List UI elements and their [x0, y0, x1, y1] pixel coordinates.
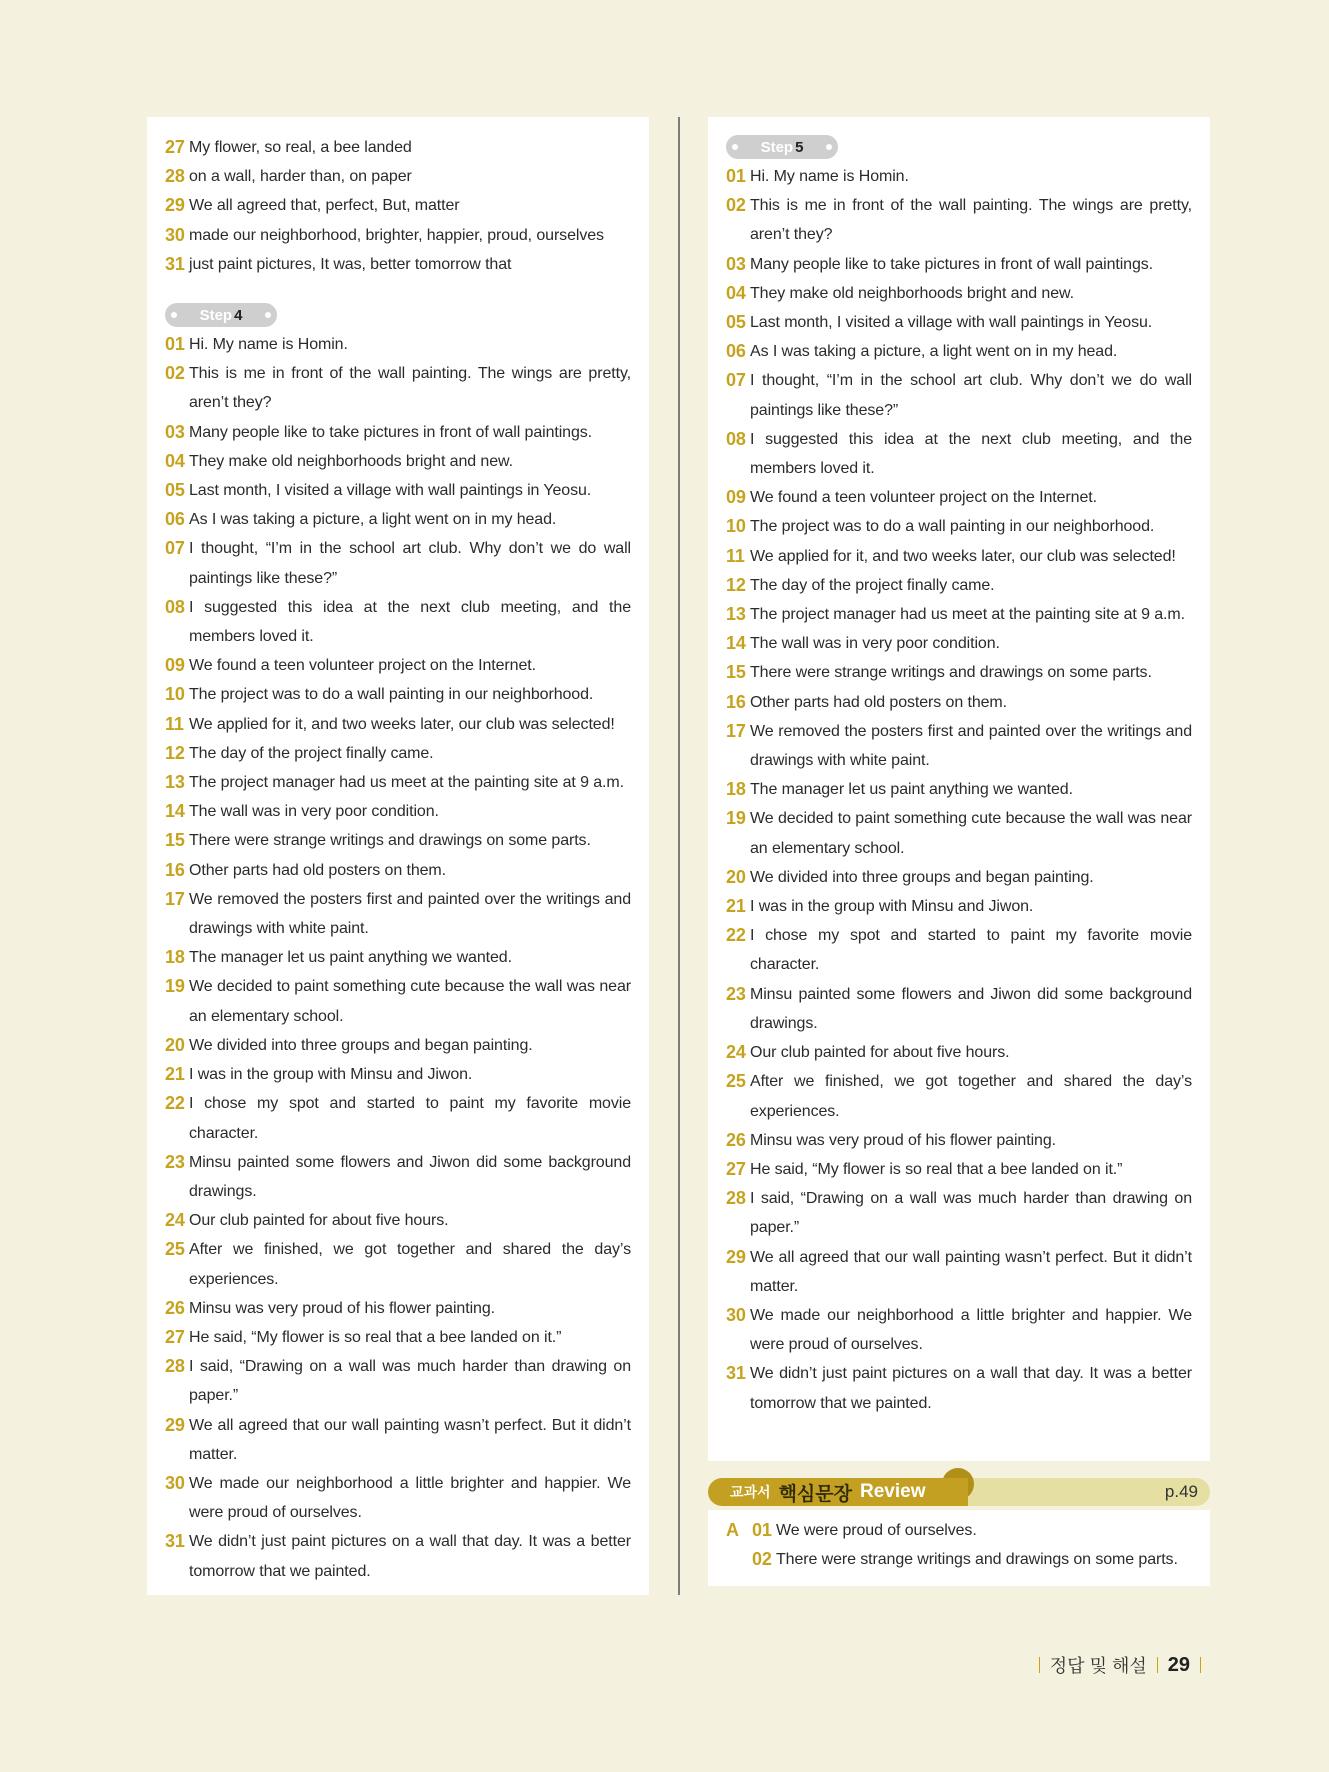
sentence-number: 31 [165, 253, 185, 274]
sentence-text: This is me in front of the wall painting. The wings are pretty, aren’t they? [750, 197, 1192, 244]
sentence-row [726, 1038, 1192, 1067]
sentence-number: 20 [726, 866, 746, 887]
left-top-answer-list [165, 133, 631, 279]
sentence-text: I suggested this idea at the next club meeting, and the members loved it. [750, 430, 1192, 478]
sentence-row [165, 1235, 631, 1293]
sentence-text: We removed the posters first and painted over the writings and drawings with white paint. [189, 890, 631, 938]
sentence-text: Minsu was very proud of his flower painting. [750, 1131, 1056, 1149]
sentence-text: I chose my spot and started to paint my favorite movie character. [750, 927, 1192, 974]
footer-separator [1039, 1657, 1040, 1673]
right-column [708, 117, 1210, 1461]
sentence-number: 16 [726, 691, 746, 712]
sentence-text: We removed the posters first and painted over the writings and drawings with white paint. [750, 722, 1192, 770]
sentence-text: made our neighborhood, brighter, happier, proud, ourselves [189, 226, 604, 244]
sentence-text: We all agreed that, perfect, But, matter [189, 197, 460, 215]
step-4-badge [165, 303, 277, 327]
sentence-text: We applied for it, and two weeks later, our club was selected! [750, 547, 1176, 565]
sentence-row [165, 221, 631, 250]
sentence-text: As I was taking a picture, a light went on in my head. [189, 511, 557, 529]
sentence-row [165, 593, 631, 651]
review-answer-list [726, 1516, 1192, 1574]
sentence-text: The project was to do a wall painting in our neighborhood. [750, 518, 1155, 536]
sentence-number: 17 [165, 888, 185, 909]
sentence-number: 20 [165, 1034, 185, 1055]
sentence-row [726, 600, 1192, 629]
sentence-text: We divided into three groups and began painting. [750, 868, 1094, 886]
sentence-row [726, 1184, 1192, 1242]
sentence-number: 30 [165, 1472, 185, 1493]
sentence-number: 18 [726, 779, 746, 800]
sentence-number: 23 [726, 983, 746, 1004]
sentence-text: After we finished, we got together and shared the day’s experiences. [189, 1241, 631, 1288]
review-header-bar [708, 1476, 1210, 1506]
sentence-number: 06 [726, 341, 746, 362]
sentence-text: Many people like to take pictures in front of wall paintings. [750, 255, 1154, 273]
sentence-row [165, 534, 631, 592]
sentence-row [165, 1206, 631, 1235]
sentence-text: There were strange writings and drawings on some parts. [750, 664, 1152, 682]
sentence-number: 14 [165, 801, 185, 822]
review-page-ref: p.49 [1164, 1482, 1198, 1501]
sentence-row [165, 250, 631, 279]
step-4-number: 4 [234, 306, 243, 324]
sentence-text: Last month, I visited a village with wall paintings in Yeosu. [750, 314, 1153, 332]
sentence-text: Minsu painted some flowers and Jiwon did some background drawings. [750, 985, 1192, 1032]
column-divider [678, 117, 680, 1595]
sentence-text: I said, “Drawing on a wall was much harder than drawing on paper.” [189, 1358, 631, 1405]
sentence-row [165, 418, 631, 447]
sentence-number: 31 [726, 1363, 746, 1384]
sentence-text: Our club painted for about five hours. [189, 1212, 449, 1230]
sentence-text: This is me in front of the wall painting. The wings are pretty, aren’t they? [189, 365, 631, 412]
sentence-number: 09 [165, 655, 185, 676]
sentence-number: 12 [165, 742, 185, 763]
sentence-text: The project manager had us meet at the painting site at 9 a.m. [750, 606, 1185, 624]
page-footer [1029, 1652, 1211, 1678]
sentence-row [165, 680, 631, 709]
step-5-number: 5 [795, 138, 804, 156]
sentence-number: 31 [165, 1531, 185, 1552]
sentence-row [726, 980, 1192, 1038]
sentence-row [726, 1126, 1192, 1155]
sentence-row [726, 1545, 1192, 1574]
sentence-number: 26 [165, 1297, 185, 1318]
sentence-number: 02 [752, 1549, 772, 1570]
sentence-row [726, 892, 1192, 921]
sentence-row [165, 651, 631, 680]
sentence-text: I suggested this idea at the next club meeting, and the members loved it. [189, 598, 631, 646]
sentence-row [165, 447, 631, 476]
sentence-number: 01 [165, 334, 185, 355]
sentence-row [726, 629, 1192, 658]
sentence-number: 29 [726, 1246, 746, 1267]
sentence-row [165, 1469, 631, 1527]
sentence-row [726, 191, 1192, 249]
step-4-sentence-list [165, 330, 631, 1586]
sentence-number: 19 [165, 976, 185, 997]
sentence-row [726, 366, 1192, 424]
sentence-row [165, 972, 631, 1030]
sentence-number: 24 [726, 1042, 746, 1063]
sentence-row [165, 1411, 631, 1469]
sentence-row [165, 768, 631, 797]
sentence-row [726, 1516, 1192, 1545]
sentence-number: 12 [726, 574, 746, 595]
review-section-label: A [726, 1520, 739, 1540]
sentence-text: He said, “My flower is so real that a bee landed on it.” [750, 1160, 1123, 1178]
sentence-row [726, 1359, 1192, 1417]
sentence-number: 07 [726, 370, 746, 391]
sentence-row [726, 162, 1192, 191]
sentence-text: Many people like to take pictures in front of wall paintings. [189, 423, 593, 441]
sentence-number: 29 [165, 1414, 185, 1435]
sentence-row [165, 739, 631, 768]
sentence-row [726, 542, 1192, 571]
sentence-number: 04 [165, 450, 185, 471]
sentence-text: We found a teen volunteer project on the Internet. [750, 489, 1097, 507]
sentence-number: 03 [165, 421, 185, 442]
sentence-text: We divided into three groups and began painting. [189, 1036, 533, 1054]
review-title-text: Review [860, 1481, 926, 1502]
sentence-text: We didn’t just paint pictures on a wall that day. It was a better tomorrow that we painted. [750, 1365, 1192, 1412]
sentence-number: 14 [726, 633, 746, 654]
sentence-text: We all agreed that our wall painting wasn’t perfect. But it didn’t matter. [750, 1248, 1192, 1295]
sentence-text: As I was taking a picture, a light went on in my head. [750, 343, 1118, 361]
sentence-text: I thought, “I’m in the school art club. Why don’t we do wall paintings like these?” [189, 540, 631, 587]
sentence-row [726, 483, 1192, 512]
sentence-row [165, 1352, 631, 1410]
left-column [147, 117, 649, 1595]
sentence-number: 15 [726, 662, 746, 683]
sentence-number: 28 [726, 1188, 746, 1209]
sentence-text: We all agreed that our wall painting wasn’t perfect. But it didn’t matter. [189, 1416, 631, 1463]
sentence-number: 17 [726, 720, 746, 741]
review-body [708, 1510, 1210, 1586]
sentence-row [165, 710, 631, 739]
sentence-row [726, 250, 1192, 279]
sentence-row [165, 1527, 631, 1585]
sentence-text: Other parts had old posters on them. [750, 693, 1007, 711]
sentence-number: 13 [726, 604, 746, 625]
sentence-text: The manager let us paint anything we wanted. [750, 781, 1073, 799]
sentence-text: I said, “Drawing on a wall was much harder than drawing on paper.” [750, 1190, 1192, 1237]
review-section [708, 1476, 1210, 1586]
sentence-text: Minsu painted some flowers and Jiwon did some background drawings. [189, 1153, 631, 1200]
sentence-number: 01 [752, 1520, 772, 1540]
sentence-number: 15 [165, 830, 185, 851]
sentence-text: just paint pictures, It was, better tomorrow that [189, 255, 512, 273]
sentence-number: 02 [726, 195, 746, 216]
sentence-text: We decided to paint something cute because the wall was near an elementary school. [750, 810, 1192, 857]
sentence-text: He said, “My flower is so real that a bee landed on it.” [189, 1328, 562, 1346]
sentence-number: 03 [726, 253, 746, 274]
sentence-text: We made our neighborhood a little brighter and happier. We were proud of ourselves. [750, 1306, 1192, 1354]
sentence-row [165, 1031, 631, 1060]
sentence-row [726, 775, 1192, 804]
sentence-number: 16 [165, 859, 185, 880]
sentence-text: We applied for it, and two weeks later, our club was selected! [189, 715, 615, 733]
sentence-number: 30 [165, 224, 185, 245]
sentence-number: 01 [726, 166, 746, 186]
sentence-row [165, 943, 631, 972]
sentence-number: 19 [726, 808, 746, 829]
sentence-number: 13 [165, 772, 185, 793]
review-title [708, 1478, 968, 1506]
sentence-row [726, 1067, 1192, 1125]
sentence-row [165, 476, 631, 505]
sentence-number: 09 [726, 487, 746, 508]
sentence-number: 27 [726, 1158, 746, 1179]
sentence-text: The project was to do a wall painting in our neighborhood. [189, 686, 594, 704]
sentence-text: There were strange writings and drawings on some parts. [189, 832, 591, 850]
sentence-number: 21 [165, 1064, 185, 1085]
sentence-row [726, 921, 1192, 979]
sentence-text: We were proud of ourselves. [776, 1522, 977, 1539]
sentence-text: After we finished, we got together and shared the day’s experiences. [750, 1073, 1192, 1120]
sentence-text: The wall was in very poor condition. [750, 635, 1000, 653]
sentence-text: I was in the group with Minsu and Jiwon. [189, 1066, 473, 1084]
sentence-number: 25 [165, 1239, 185, 1260]
sentence-row [726, 512, 1192, 541]
sentence-row [165, 133, 631, 162]
sentence-row [165, 191, 631, 220]
sentence-number: 04 [726, 282, 746, 303]
sentence-number: 28 [165, 1356, 185, 1377]
sentence-row [165, 162, 631, 191]
sentence-number: 08 [726, 428, 746, 449]
sentence-text: They make old neighborhoods bright and new. [189, 452, 513, 470]
sentence-row [726, 717, 1192, 775]
sentence-text: Last month, I visited a village with wall paintings in Yeosu. [189, 482, 592, 500]
sentence-row [165, 1294, 631, 1323]
sentence-text: There were strange writings and drawings on some parts. [776, 1551, 1178, 1569]
sentence-row [165, 1089, 631, 1147]
review-title-core: 핵심문장 [778, 1483, 852, 1505]
sentence-number: 26 [726, 1129, 746, 1150]
footer-separator [1200, 1657, 1201, 1673]
sentence-number: 24 [165, 1210, 185, 1231]
sentence-text: We made our neighborhood a little brighter and happier. We were proud of ourselves. [189, 1474, 631, 1522]
sentence-text: I was in the group with Minsu and Jiwon. [750, 898, 1034, 916]
badge-dot-left [732, 144, 738, 150]
sentence-number: 06 [165, 509, 185, 530]
sentence-number: 22 [165, 1093, 185, 1114]
sentence-row [726, 863, 1192, 892]
sentence-row [165, 1148, 631, 1206]
badge-dot-right [826, 144, 832, 150]
sentence-number: 10 [165, 684, 185, 705]
sentence-row [726, 688, 1192, 717]
badge-dot-right [265, 312, 271, 318]
review-title-textbook: 교과서 [730, 1484, 771, 1500]
sentence-number: 27 [165, 1326, 185, 1347]
sentence-number: 22 [726, 925, 746, 946]
sentence-text: The project manager had us meet at the painting site at 9 a.m. [189, 774, 624, 792]
sentence-text: on a wall, harder than, on paper [189, 168, 412, 186]
sentence-number: 30 [726, 1304, 746, 1325]
sentence-text: Other parts had old posters on them. [189, 861, 446, 879]
step-5-badge [726, 135, 838, 159]
sentence-number: 07 [165, 538, 185, 559]
sentence-number: 11 [165, 713, 184, 734]
sentence-number: 11 [726, 545, 745, 566]
sentence-row [165, 826, 631, 855]
sentence-number: 10 [726, 516, 746, 537]
sentence-row [726, 308, 1192, 337]
step-4-label: Step [199, 306, 233, 324]
sentence-text: Our club painted for about five hours. [750, 1044, 1010, 1062]
sentence-number: 02 [165, 363, 185, 384]
sentence-row [165, 856, 631, 885]
sentence-row [165, 797, 631, 826]
sentence-row [726, 804, 1192, 862]
sentence-row [726, 571, 1192, 600]
sentence-number: 21 [726, 896, 746, 917]
step-5-sentence-list [726, 162, 1192, 1418]
page-number: 29 [1167, 1653, 1190, 1676]
sentence-text: The wall was in very poor condition. [189, 803, 439, 821]
sentence-text: The manager let us paint anything we wanted. [189, 949, 512, 967]
sentence-text: I chose my spot and started to paint my favorite movie character. [189, 1095, 631, 1142]
sentence-row [165, 1060, 631, 1089]
sentence-row [165, 330, 631, 359]
sentence-number: 05 [726, 312, 746, 333]
badge-dot-left [171, 312, 177, 318]
sentence-row [165, 1323, 631, 1352]
footer-label: 정답 및 해설 [1049, 1656, 1147, 1676]
sentence-number: 05 [165, 480, 185, 501]
sentence-text: My flower, so real, a bee landed [189, 139, 412, 156]
sentence-text: Hi. My name is Homin. [750, 168, 909, 185]
sentence-number: 18 [165, 947, 185, 968]
sentence-text: Hi. My name is Homin. [189, 336, 348, 354]
sentence-row [726, 1155, 1192, 1184]
sentence-number: 27 [165, 137, 185, 157]
sentence-text: The day of the project finally came. [750, 576, 995, 594]
sentence-text: We decided to paint something cute because the wall was near an elementary school. [189, 978, 631, 1025]
footer-separator [1157, 1657, 1158, 1673]
sentence-row [165, 885, 631, 943]
sentence-row [726, 1243, 1192, 1301]
sentence-text: Minsu was very proud of his flower painting. [189, 1299, 495, 1317]
sentence-row [165, 359, 631, 417]
sentence-row [726, 425, 1192, 483]
sentence-row [726, 658, 1192, 687]
sentence-number: 23 [165, 1151, 185, 1172]
step-5-box [726, 133, 1192, 1449]
sentence-number: 25 [726, 1071, 746, 1092]
sentence-row [726, 337, 1192, 366]
sentence-number: 29 [165, 195, 185, 216]
sentence-row [726, 1301, 1192, 1359]
sentence-number: 08 [165, 596, 185, 617]
sentence-number: 28 [165, 166, 185, 187]
sentence-text: We found a teen volunteer project on the Internet. [189, 657, 536, 675]
sentence-text: They make old neighborhoods bright and new. [750, 284, 1074, 302]
sentence-text: The day of the project finally came. [189, 744, 434, 762]
sentence-row [726, 279, 1192, 308]
step-5-label: Step [760, 138, 794, 156]
sentence-text: We didn’t just paint pictures on a wall that day. It was a better tomorrow that we painted. [189, 1533, 631, 1580]
sentence-row [165, 505, 631, 534]
sentence-text: I thought, “I’m in the school art club. Why don’t we do wall paintings like these?” [750, 372, 1192, 419]
